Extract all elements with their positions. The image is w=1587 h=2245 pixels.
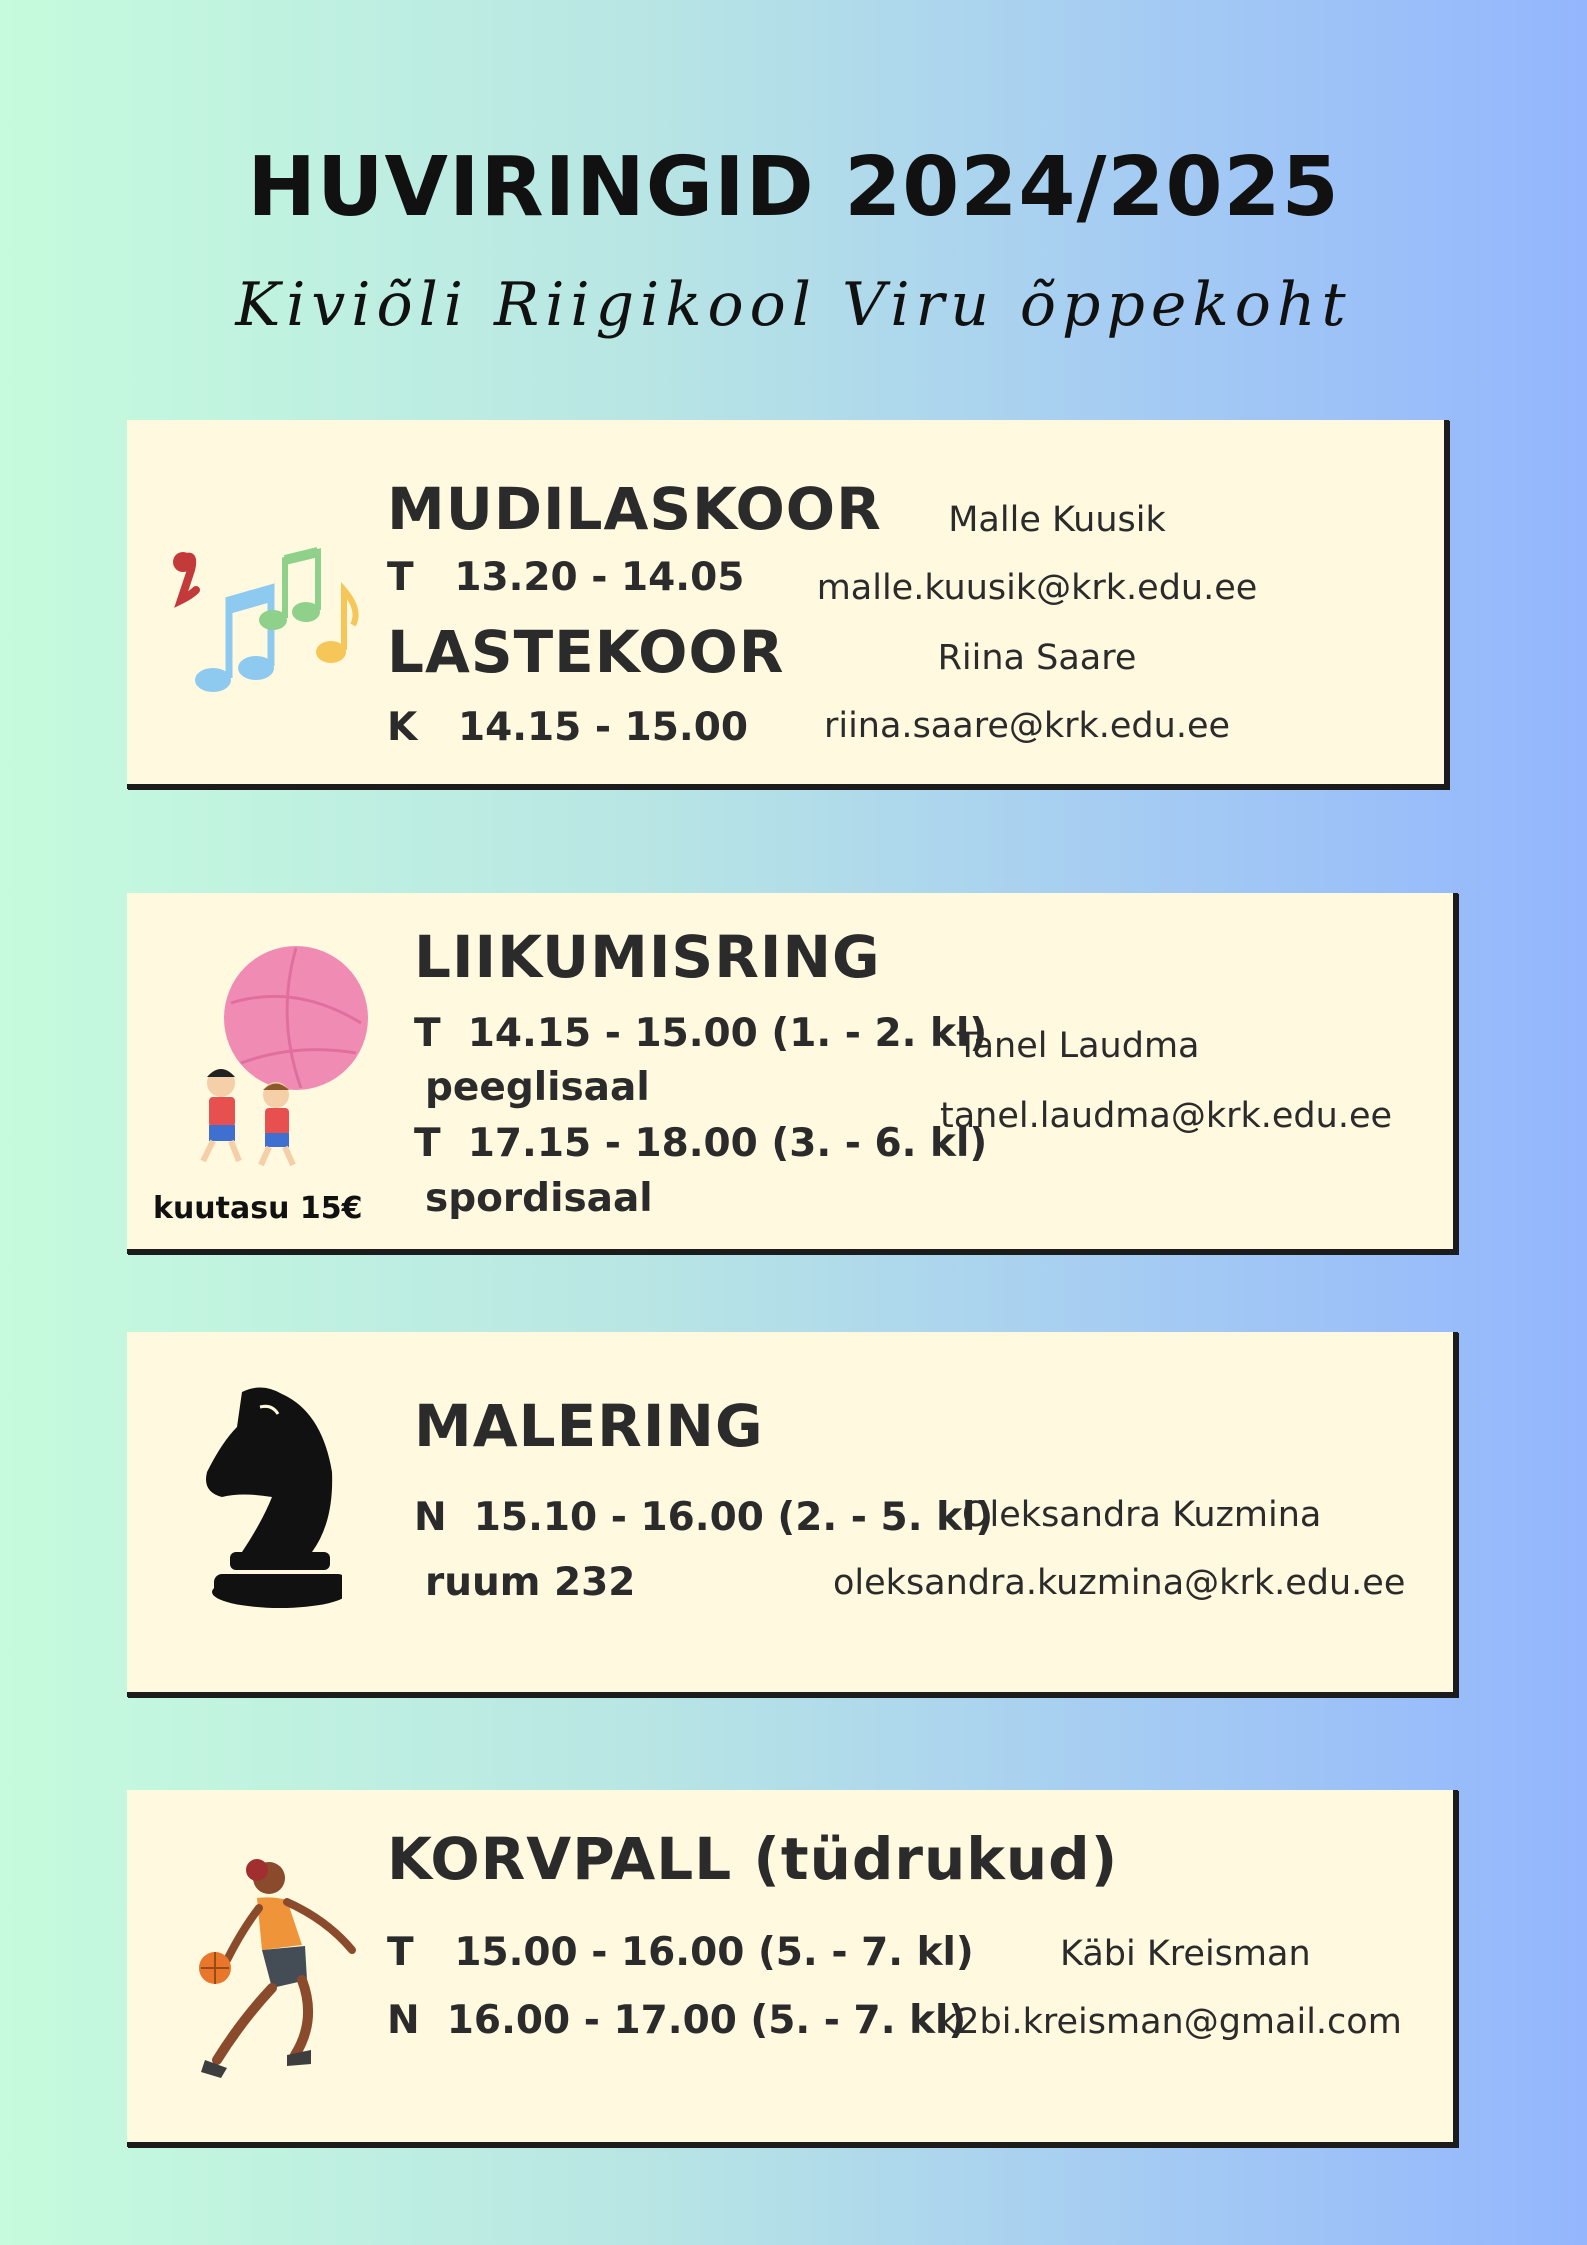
activity-card-basketball [127, 1790, 1458, 2147]
contact-email[interactable]: k2bi.kreisman@gmail.com [937, 2002, 1402, 2042]
basketball-player-icon [187, 1850, 387, 2090]
chess-knight-icon [202, 1382, 342, 1612]
activity-time: N 16.00 - 17.00 (5. - 7. kl) [387, 1998, 967, 2043]
contact-email[interactable]: malle.kuusik@krk.edu.ee [816, 568, 1258, 608]
contact-name: Käbi Kreisman [1060, 1934, 1311, 1974]
page-subtitle: Kiviõli Riigikool Viru õppekoht [235, 270, 1352, 340]
activity-time: T 15.00 - 16.00 (5. - 7. kl) [387, 1930, 974, 1975]
contact-name: Oleksandra Kuzmina [962, 1495, 1322, 1535]
music-notes-icon [161, 540, 361, 700]
activity-name: KORVPALL (tüdrukud) [387, 1825, 1119, 1893]
activity-location: ruum 232 [425, 1560, 636, 1605]
activity-location: peeglisaal [425, 1065, 650, 1110]
activity-time: T 17.15 - 18.00 (3. - 6. kl) [414, 1121, 988, 1166]
contact-email[interactable]: riina.saare@krk.edu.ee [823, 706, 1231, 746]
activity-card-chess [127, 1332, 1458, 1697]
activity-card-choir [127, 420, 1449, 789]
activity-location: spordisaal [425, 1176, 653, 1221]
contact-name: Riina Saare [937, 638, 1137, 678]
activity-time: K 14.15 - 15.00 [387, 705, 749, 750]
activity-time: T 13.20 - 14.05 [387, 555, 745, 600]
fee-label: kuutasu 15€ [153, 1191, 363, 1226]
activity-name: LIIKUMISRING [414, 923, 881, 991]
contact-email[interactable]: tanel.laudma@krk.edu.ee [940, 1096, 1393, 1136]
page-title: HUVIRINGID 2024/2025 [247, 140, 1340, 235]
contact-name: Malle Kuusik [948, 500, 1166, 540]
activity-time: N 15.10 - 16.00 (2. - 5. kl) [414, 1495, 994, 1540]
contact-email[interactable]: oleksandra.kuzmina@krk.edu.ee [833, 1563, 1406, 1603]
activity-name: LASTEKOOR [387, 618, 785, 686]
children-ball-icon [181, 943, 371, 1173]
activity-name: MUDILASKOOR [387, 475, 882, 543]
activity-card-movement: kuutasu 15€ LIIKUMISRING T 14.15 - 15.00 (1. - 2. kl) peeglisaal T 17.15 - 18.00 (3. - 6. kl) spordisaal Tanel Laudma tanel.laudma@krk.edu.ee [127, 893, 1458, 1254]
activity-time: T 14.15 - 15.00 (1. - 2. kl) [414, 1011, 988, 1056]
activity-name: MALERING [414, 1392, 764, 1460]
